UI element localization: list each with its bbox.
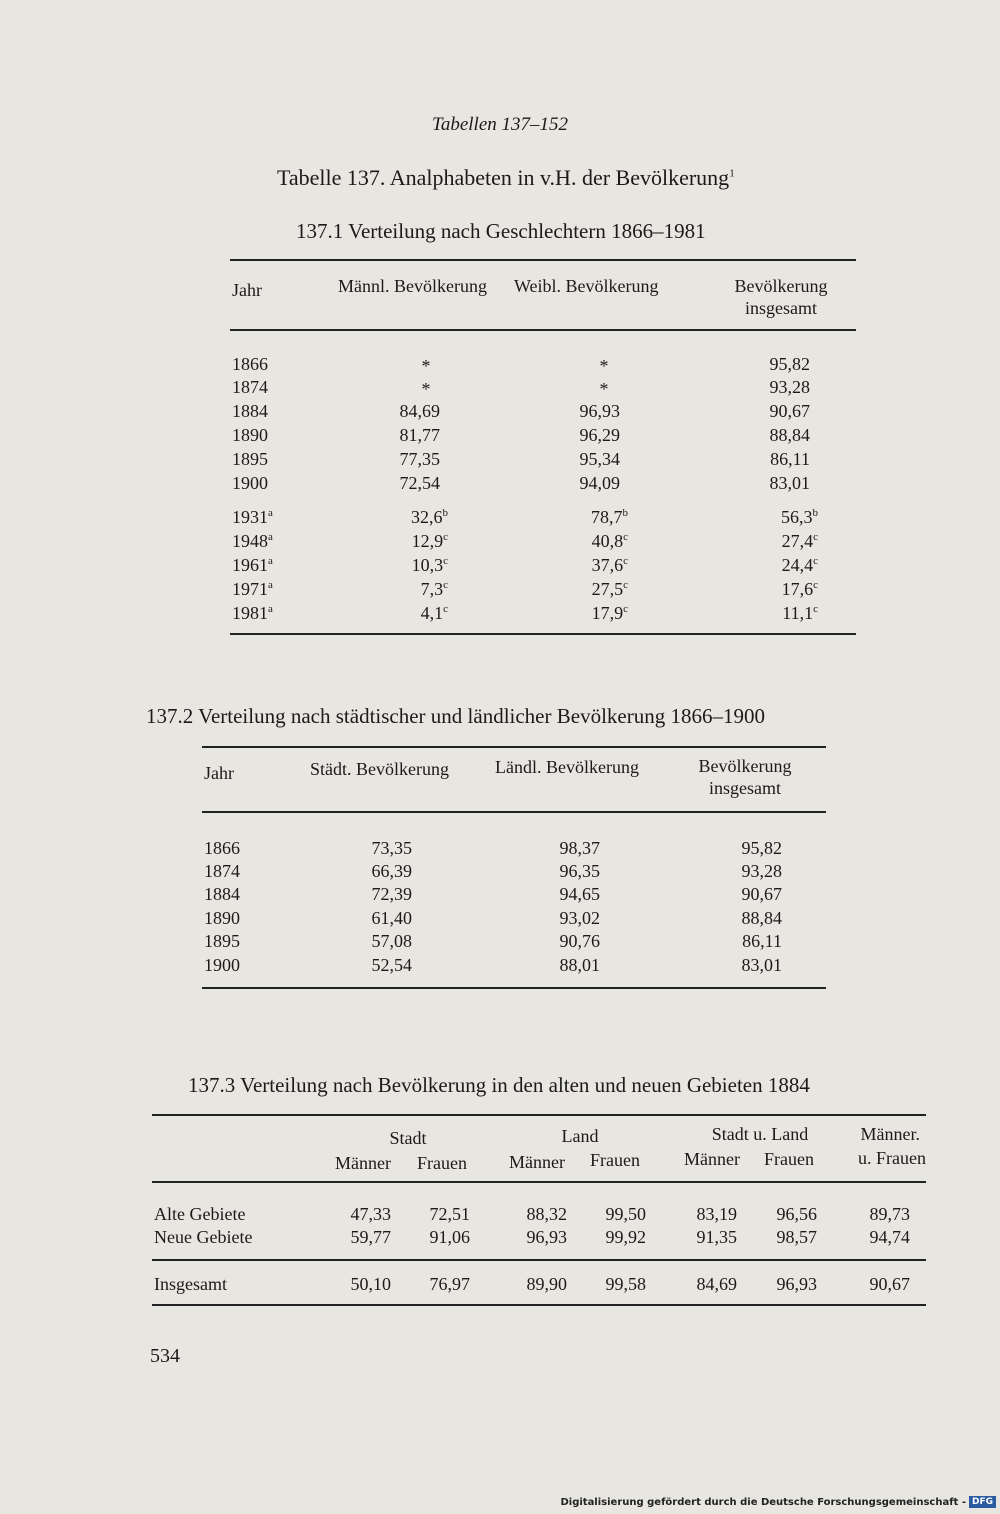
row-male-value [420, 377, 432, 401]
row-value [657, 1225, 737, 1249]
subheader-maenner-2: Männer [509, 1152, 565, 1172]
row-value [311, 1225, 391, 1249]
row-total-value-value: 11,1 [782, 603, 814, 623]
row-female-value [520, 529, 628, 553]
row-value-value: 96,93 [776, 1274, 817, 1294]
header-male: Männl. Bevölkerung [338, 276, 487, 296]
row-value-value: 47,33 [350, 1204, 391, 1224]
subheader-frauen-2: Frauen [590, 1150, 640, 1170]
row-label [154, 1225, 252, 1249]
footnote-marker: a [268, 603, 273, 615]
row-year-value: 1874 [232, 377, 268, 397]
footnote-marker: c [813, 555, 818, 567]
row-value-value: 50,10 [350, 1274, 391, 1294]
row-female-value [520, 471, 620, 495]
top-rule-137-2 [202, 746, 826, 748]
row-total-value-value: 95,82 [741, 838, 782, 858]
row-urban-value-value: 72,39 [371, 884, 412, 904]
row-rural-value-value: 94,65 [559, 884, 600, 904]
header-rule-137-2 [202, 811, 826, 813]
row-total-value [700, 423, 810, 447]
row-male-value-value: 84,69 [399, 401, 440, 421]
header-total2-line2: insgesamt [709, 778, 781, 798]
header-female: Weibl. Bevölkerung [514, 276, 659, 296]
row-year [204, 929, 240, 953]
row-male-value [340, 505, 448, 529]
row-male-value [340, 447, 440, 471]
row-female-value-value: 96,29 [579, 425, 620, 445]
row-female-value [520, 601, 628, 625]
row-value [566, 1225, 646, 1249]
row-year [232, 505, 273, 529]
row-female-value-value: 96,93 [579, 401, 620, 421]
row-value [487, 1225, 567, 1249]
row-urban-value [312, 882, 412, 906]
row-year-value: 1971 [232, 579, 268, 599]
row-value-value: 99,58 [605, 1274, 646, 1294]
row-male-value-value: 72,54 [399, 473, 440, 493]
row-year [204, 859, 240, 883]
row-female-value [520, 577, 628, 601]
table-title-text: Tabelle 137. Analphabeten in v.H. der Bevölkerung [277, 165, 730, 190]
row-female-value-value: 27,5 [591, 579, 624, 599]
row-year-value: 1890 [204, 908, 240, 928]
footnote-marker: c [813, 603, 818, 615]
row-rural-value-value: 88,01 [559, 955, 600, 975]
row-year-value: 1900 [204, 955, 240, 975]
footnote-marker: a [268, 555, 273, 567]
row-urban-value-value: 61,40 [371, 908, 412, 928]
row-value [390, 1202, 470, 1226]
row-year-value: 1981 [232, 603, 268, 623]
row-male-value-value: 4,1 [420, 603, 444, 623]
group-header-stadt: Stadt [389, 1128, 427, 1148]
subheader-frauen-1: Frauen [417, 1153, 467, 1173]
row-total-value-value: 90,67 [741, 884, 782, 904]
header-rule-137-3 [152, 1181, 926, 1183]
row-total-value-value: 83,01 [769, 473, 810, 493]
footnote-marker: c [443, 531, 448, 543]
row-female-value-value: 17,9 [591, 603, 624, 623]
row-male-value-value: 12,9 [411, 531, 444, 551]
section-title-137-2: 137.2 Verteilung nach städtischer und ländlicher Bevölkerung 1866–1900 [146, 704, 765, 728]
row-value-value: 99,92 [605, 1227, 646, 1247]
row-value [311, 1202, 391, 1226]
bottom-rule-137-1 [230, 633, 856, 635]
group-header-land: Land [561, 1126, 599, 1146]
row-year [204, 836, 240, 860]
footnote-marker: c [443, 555, 448, 567]
row-female-value-value: 94,09 [579, 473, 620, 493]
row-female-value [520, 553, 628, 577]
header-jahr-2: Jahr [204, 763, 234, 783]
row-total-value-value: 88,84 [741, 908, 782, 928]
header-rural: Ländl. Bevölkerung [495, 757, 639, 777]
row-total-value [650, 836, 782, 860]
footer [560, 1496, 996, 1508]
table-title [277, 165, 735, 191]
row-male-value-value: * [421, 356, 431, 376]
footnote-marker: c [813, 579, 818, 591]
row-male-value [340, 529, 448, 553]
row-total-value-value: 88,84 [769, 425, 810, 445]
total-rule-137-3 [152, 1259, 926, 1261]
row-value-value: 83,19 [696, 1204, 737, 1224]
footnote-marker: c [623, 555, 628, 567]
row-value-value: 76,97 [429, 1274, 470, 1294]
group-header-mf-line1: Männer. [860, 1124, 920, 1144]
row-year [204, 906, 240, 930]
row-year [232, 399, 268, 423]
row-total-value [700, 447, 810, 471]
row-total-value [700, 471, 810, 495]
row-value [657, 1202, 737, 1226]
row-female-value [520, 399, 620, 423]
row-value [830, 1272, 910, 1296]
row-value-value: 89,73 [869, 1204, 910, 1224]
page-number: 534 [150, 1345, 180, 1367]
row-total-value [700, 529, 818, 553]
row-male-value-value: 32,6 [411, 507, 443, 527]
row-urban-value [312, 906, 412, 930]
row-value [487, 1202, 567, 1226]
footnote-marker: c [443, 579, 448, 591]
row-total-value [650, 859, 782, 883]
row-year-value: 1900 [232, 473, 268, 493]
row-total-value [700, 352, 810, 376]
row-total-value [700, 505, 818, 529]
row-year-value: 1961 [232, 555, 268, 575]
row-total-value [650, 906, 782, 930]
row-year-value: 1874 [204, 861, 240, 881]
row-year-value: 1884 [232, 401, 268, 421]
row-year-value: 1866 [204, 838, 240, 858]
row-label [154, 1272, 227, 1296]
row-label-value: Alte Gebiete [154, 1204, 246, 1224]
footnote-marker: c [623, 603, 628, 615]
footer-text: Digitalisierung gefördert durch die Deutsche Forschungsgemeinschaft - [560, 1496, 966, 1508]
row-female-value [598, 354, 610, 378]
row-year [232, 553, 273, 577]
row-total-value-value: 56,3 [781, 507, 813, 527]
row-value-value: 59,77 [350, 1227, 391, 1247]
row-value [737, 1272, 817, 1296]
footnote-marker: a [268, 507, 273, 519]
row-male-value-value: * [421, 379, 431, 399]
row-urban-value-value: 66,39 [371, 861, 412, 881]
row-value-value: 96,93 [526, 1227, 567, 1247]
row-rural-value-value: 90,76 [559, 931, 600, 951]
row-urban-value-value: 52,54 [371, 955, 412, 975]
row-year [232, 529, 273, 553]
row-year-value: 1948 [232, 531, 268, 551]
row-total-value-value: 93,28 [769, 377, 810, 397]
row-male-value [340, 577, 448, 601]
footnote-marker: c [623, 531, 628, 543]
header-urban: Städt. Bevölkerung [310, 759, 449, 779]
row-female-value-value: * [599, 356, 609, 376]
row-year [232, 471, 268, 495]
header-total2-line1: Bevölkerung [698, 756, 792, 776]
row-rural-value [500, 929, 600, 953]
row-year [232, 577, 273, 601]
row-urban-value-value: 57,08 [371, 931, 412, 951]
row-value-value: 99,50 [605, 1204, 646, 1224]
row-male-value [340, 471, 440, 495]
footnote-marker: c [443, 603, 448, 615]
row-female-value-value: 37,6 [591, 555, 624, 575]
row-value-value: 91,06 [429, 1227, 470, 1247]
row-value-value: 89,90 [526, 1274, 567, 1294]
row-female-value-value: * [599, 379, 609, 399]
row-value-value: 91,35 [696, 1227, 737, 1247]
row-urban-value [312, 859, 412, 883]
row-male-value-value: 81,77 [399, 425, 440, 445]
row-rural-value [500, 906, 600, 930]
row-value [390, 1272, 470, 1296]
row-year-value: 1890 [232, 425, 268, 445]
row-female-value-value: 95,34 [579, 449, 620, 469]
row-male-value [340, 423, 440, 447]
row-total-value-value: 95,82 [769, 354, 810, 374]
row-urban-value [312, 836, 412, 860]
row-female-value [520, 447, 620, 471]
row-female-value [598, 377, 610, 401]
footnote-marker: a [268, 531, 273, 543]
row-value [487, 1272, 567, 1296]
row-value [390, 1225, 470, 1249]
row-value-value: 88,32 [526, 1204, 567, 1224]
running-head: Tabellen 137–152 [432, 114, 568, 135]
footnote-marker: b [442, 507, 448, 519]
subheader-maenner-3: Männer [684, 1149, 740, 1169]
subheader-frauen-3: Frauen [764, 1149, 814, 1169]
row-total-value [650, 929, 782, 953]
footnote-marker: c [623, 579, 628, 591]
row-urban-value [312, 929, 412, 953]
row-total-value-value: 90,67 [769, 401, 810, 421]
row-value-value: 94,74 [869, 1227, 910, 1247]
row-male-value [420, 354, 432, 378]
section-title-137-3: 137.3 Verteilung nach Bevölkerung in den alten und neuen Gebieten 1884 [188, 1073, 810, 1097]
row-total-value-value: 24,4 [781, 555, 814, 575]
footnote-marker: b [622, 507, 628, 519]
row-value-value: 84,69 [696, 1274, 737, 1294]
row-label-value: Insgesamt [154, 1274, 227, 1294]
row-year-value: 1931 [232, 507, 268, 527]
row-value [657, 1272, 737, 1296]
header-total-line1: Bevölkerung [734, 276, 828, 296]
row-female-value-value: 40,8 [591, 531, 624, 551]
header-rule-137-1 [230, 329, 856, 331]
row-year-value: 1884 [204, 884, 240, 904]
row-value-value: 90,67 [869, 1274, 910, 1294]
row-year-value: 1866 [232, 354, 268, 374]
row-value [737, 1202, 817, 1226]
row-value-value: 96,56 [776, 1204, 817, 1224]
row-year [232, 447, 268, 471]
row-total-value [700, 577, 818, 601]
row-year-value: 1895 [232, 449, 268, 469]
row-year [232, 375, 268, 399]
row-label-value: Neue Gebiete [154, 1227, 253, 1247]
group-header-stadt-land: Stadt u. Land [711, 1124, 809, 1144]
row-male-value-value: 10,3 [411, 555, 444, 575]
row-rural-value [500, 882, 600, 906]
row-value [830, 1225, 910, 1249]
top-rule-137-3 [152, 1114, 926, 1116]
row-value [737, 1225, 817, 1249]
row-total-value [700, 601, 818, 625]
row-total-value [650, 953, 782, 977]
row-female-value-value: 78,7 [591, 507, 623, 527]
row-total-value-value: 86,11 [770, 449, 810, 469]
header-total-line2: insgesamt [745, 298, 817, 318]
row-value-value: 98,57 [776, 1227, 817, 1247]
footnote-marker: b [812, 507, 818, 519]
section-title-137-1: 137.1 Verteilung nach Geschlechtern 1866–1981 [296, 219, 706, 243]
footnote-marker: a [268, 579, 273, 591]
row-total-value [700, 399, 810, 423]
row-total-value [650, 882, 782, 906]
row-value [311, 1272, 391, 1296]
group-header-mf-line2: u. Frauen [858, 1148, 926, 1168]
row-value [566, 1202, 646, 1226]
row-total-value-value: 93,28 [741, 861, 782, 881]
row-year-value: 1895 [204, 931, 240, 951]
top-rule-137-1 [230, 259, 856, 261]
row-rural-value [500, 953, 600, 977]
footnote-marker: 1 [729, 167, 735, 180]
row-total-value-value: 17,6 [781, 579, 814, 599]
dfg-logo: DFG [969, 1496, 996, 1508]
row-value-value: 72,51 [429, 1204, 470, 1224]
row-year [232, 423, 268, 447]
row-year [204, 882, 240, 906]
row-rural-value-value: 96,35 [559, 861, 600, 881]
row-rural-value-value: 98,37 [559, 838, 600, 858]
row-total-value [700, 553, 818, 577]
row-rural-value [500, 836, 600, 860]
row-label [154, 1202, 245, 1226]
row-total-value-value: 83,01 [741, 955, 782, 975]
row-female-value [520, 423, 620, 447]
header-jahr: Jahr [232, 280, 262, 300]
row-male-value-value: 77,35 [399, 449, 440, 469]
bottom-rule-137-2 [202, 987, 826, 989]
row-total-value-value: 27,4 [781, 531, 814, 551]
row-male-value [340, 399, 440, 423]
row-male-value-value: 7,3 [420, 579, 444, 599]
row-value [566, 1272, 646, 1296]
subheader-maenner-1: Männer [335, 1153, 391, 1173]
row-year [204, 953, 240, 977]
row-urban-value [312, 953, 412, 977]
row-female-value [520, 505, 628, 529]
row-year [232, 601, 273, 625]
row-rural-value-value: 93,02 [559, 908, 600, 928]
row-male-value [340, 601, 448, 625]
row-total-value [700, 375, 810, 399]
row-total-value-value: 86,11 [742, 931, 782, 951]
bottom-rule-137-3 [152, 1304, 926, 1306]
row-value [830, 1202, 910, 1226]
row-male-value [340, 553, 448, 577]
row-urban-value-value: 73,35 [371, 838, 412, 858]
row-year [232, 352, 268, 376]
footnote-marker: c [813, 531, 818, 543]
row-rural-value [500, 859, 600, 883]
